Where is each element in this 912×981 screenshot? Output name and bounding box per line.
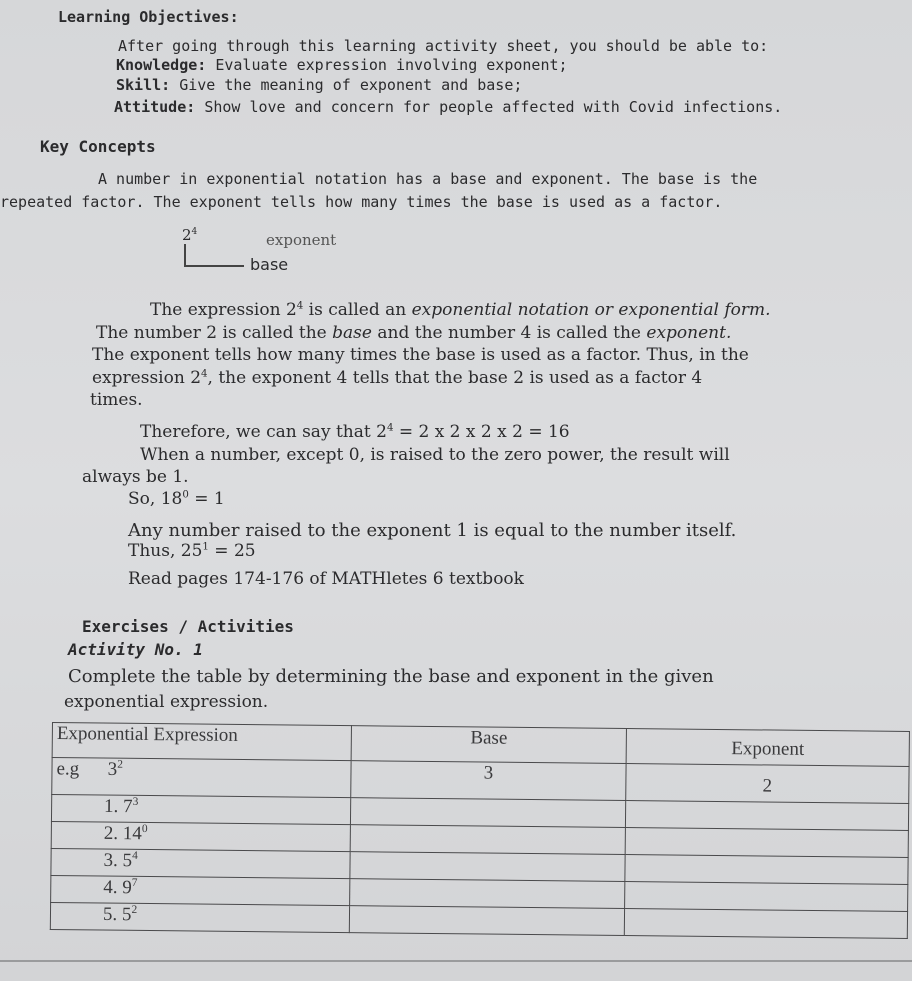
objective-knowledge: Knowledge: Evaluate expression involving exponent; xyxy=(116,56,568,74)
concept-line: Thus, $25^1 = 25$ xyxy=(128,541,256,561)
base-cell[interactable] xyxy=(349,906,624,936)
exponent-cell[interactable] xyxy=(624,909,907,939)
concept-line: The number 2 is called the base and the number 4 is called the exponent. xyxy=(96,323,732,343)
concept-line: The exponent tells how many times the base is used as a factor. Thus, in the xyxy=(92,345,749,365)
header-expression: Exponential Expression xyxy=(52,723,351,761)
concept-line: always be 1. xyxy=(82,467,189,487)
exponent-cell[interactable] xyxy=(625,855,908,885)
concept-line: times. xyxy=(90,390,143,410)
concept-line: Read pages 174-176 of MATHletes 6 textbook xyxy=(128,569,524,589)
exercise-table xyxy=(50,722,910,939)
exponent-cell[interactable]: 2 xyxy=(626,764,909,804)
base-cell[interactable] xyxy=(350,879,625,909)
header-exponent: Exponent xyxy=(626,729,909,767)
expression-cell: 5. $5^2$ xyxy=(50,902,349,932)
concept-line: expression $2^4$, the exponent 4 tells that the base 2 is used as a factor 4 xyxy=(92,368,703,388)
expression-cell: 4. $9^7$ xyxy=(51,875,350,905)
expression-cell: e.g $3^2$ xyxy=(52,758,351,798)
exponent-label: exponent xyxy=(266,231,337,249)
base-cell[interactable]: 3 xyxy=(351,761,626,801)
activity-instruction: Complete the table by determining the base and exponent in the given xyxy=(68,666,714,687)
concept-line: Any number raised to the exponent 1 is equal to the number itself. xyxy=(128,520,737,541)
page-divider xyxy=(0,960,912,962)
concept-line: The expression $2^4$ is called an exponential notation or exponential form. xyxy=(150,300,771,320)
header-base: Base xyxy=(351,726,626,764)
objectives-heading: Learning Objectives: xyxy=(58,8,239,26)
exponent-cell[interactable] xyxy=(625,801,908,831)
concept-line: Therefore, we can say that $2^4 = 2$ x 2 x 2 x 2 = 16 xyxy=(140,422,570,442)
exercises-heading: Exercises / Activities xyxy=(82,617,294,636)
concept-line: A number in exponential notation has a base and exponent. The base is the xyxy=(98,170,758,188)
activity-instruction: exponential expression. xyxy=(64,692,269,712)
base-cell[interactable] xyxy=(350,798,625,828)
exponent-cell[interactable] xyxy=(625,828,908,858)
objective-attitude: Attitude: Show love and concern for people affected with Covid infections. xyxy=(114,98,783,116)
expression-cell: 3. $5^4$ xyxy=(51,848,350,878)
objective-skill: Skill: Give the meaning of exponent and base; xyxy=(116,76,523,94)
expression-cell: 1. $7^3$ xyxy=(51,795,350,825)
concept-line: So, $18^0 = 1$ xyxy=(128,489,225,509)
objectives-intro: After going through this learning activity sheet, you should be able to: xyxy=(118,37,769,55)
concept-line: When a number, except 0, is raised to the zero power, the result will xyxy=(140,445,730,465)
activity-heading: Activity No. 1 xyxy=(68,640,203,659)
concept-line: repeated factor. The exponent tells how many times the base is used as a factor. xyxy=(0,193,723,211)
base-label: base xyxy=(250,255,289,274)
diagram-number: $2^4$ xyxy=(182,226,198,244)
diagram-arrow-line xyxy=(184,265,244,267)
expression-cell: 2. $14^0$ xyxy=(51,821,350,851)
exponent-cell[interactable] xyxy=(625,882,908,912)
base-cell[interactable] xyxy=(350,852,625,882)
base-cell[interactable] xyxy=(350,825,625,855)
diagram-arrow-line xyxy=(184,244,186,266)
key-concepts-heading: Key Concepts xyxy=(40,137,156,156)
